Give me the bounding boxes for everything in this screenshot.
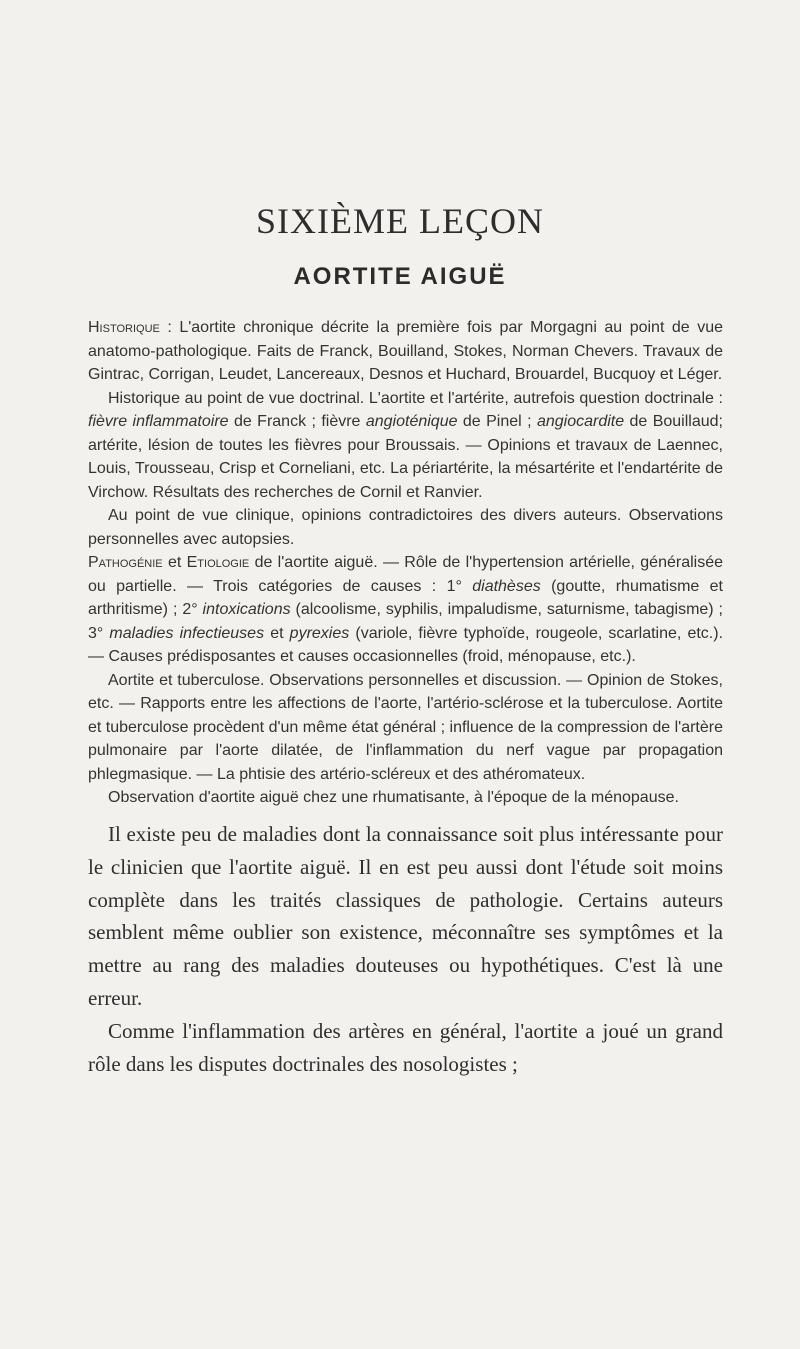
lecon-heading: SIXIÈME LEÇON xyxy=(256,201,544,241)
body-paragraph: Il existe peu de maladies dont la connaissance soit plus intéressante pour le clinicien que l'aortite aiguë. Il en est peu aussi dont l'étude soit moins complète dans les traités classiques de pathologie. Certains auteurs semblent même oublier son existence, méconnaître ses symptômes et la mettre au rang des maladies douteuses ou hypothétiques. C'est là une erreur. xyxy=(88,822,723,1010)
main-text xyxy=(88,818,723,1080)
summary-text: : L'aortite chronique décrite la première fois par Morgagni au point de vue anatomo-pathologique. Faits de Franck, Bouilland, Stokes, Norman Chevers. Travaux de Gintrac, Corrigan, Leudet, Lancereaux, Desnos et Huchard, Brouardel, Bucquoy et Léger. xyxy=(88,319,723,383)
summary-pathogenie xyxy=(88,551,723,669)
summary-text: (variole, fièvre typhoïde, rougeole, scarlatine, etc.). — Causes prédisposantes et causes occasionnelles (froid, ménopause, etc.). xyxy=(88,624,724,665)
summary-observation: Observation d'aortite aiguë chez une rhumatisante, à l'époque de la ménopause. xyxy=(108,789,679,806)
summary-text: et xyxy=(264,624,290,642)
section-lead: Historique xyxy=(88,319,160,336)
summary-text: (alcoolisme, syphilis, impaludisme, saturnisme, tabagisme) ; 3° xyxy=(88,601,723,642)
summary-text: de Bouillaud; artérite, lésion de toutes les fièvres pour Broussais. — Opinions et travaux de Laennec, Louis, Trousseau, Crisp et Corneliani, etc. La périartérite, la mésartérite et l'endartérite de Virchow. Résultats des recherches de Cornil et Ranvier. xyxy=(88,413,723,501)
summary-italic: maladies infectieuses xyxy=(109,624,265,642)
body-paragraph: Comme l'inflammation des artères en général, l'aortite a joué un grand rôle dans les disputes doctrinales des nosologistes ; xyxy=(88,1018,723,1076)
summary-text: de l'aortite aiguë. — Rôle de l'hypertension artérielle, généralisée ou partielle. — Trois catégories de causes : 1° xyxy=(88,554,724,595)
summary-italic: intoxications xyxy=(202,601,291,618)
summary-text: de Pinel ; xyxy=(457,413,537,430)
summary-italic: pyrexies xyxy=(289,624,350,642)
summary-italic: fièvre inflammatoire xyxy=(88,413,229,430)
section-lead: Etiologie xyxy=(186,554,250,571)
summary-clinique: Au point de vue clinique, opinions contradictoires des divers auteurs. Observations personnelles avec autopsies. xyxy=(88,507,723,548)
chapter-title: AORTITE AIGUË xyxy=(293,263,507,290)
summary-doctrinal xyxy=(88,387,723,505)
summary-tuberculose: Aortite et tuberculose. Observations personnelles et discussion. — Opinion de Stokes, etc. — Rapports entre les affections de l'aorte, l'artério-sclérose et la tuberculose. Aortite et tuberculose procèdent d'un même état général ; influence de la compression de l'artère pulmonaire par l'aorte dilatée, de l'inflammation du nerf vague par propagation phlegmasique. — La phtisie des artério-scléreux et des athéromateux. xyxy=(88,671,723,783)
summary-historique xyxy=(88,316,723,387)
summary-italic: angiocardite xyxy=(536,413,625,430)
summary-text: Historique au point de vue doctrinal. L'aortite et l'artérite, autrefois question doctrinale : xyxy=(108,389,723,407)
summary-text: et xyxy=(162,554,187,571)
chapter-summary xyxy=(88,316,723,810)
section-lead: Pathogénie xyxy=(88,554,163,571)
summary-text: (goutte, rhumatisme et arthritisme) ; 2° xyxy=(88,577,723,618)
summary-text: de Franck ; fièvre xyxy=(228,413,366,430)
summary-italic: diathèses xyxy=(472,577,541,595)
summary-italic: angioténique xyxy=(365,413,458,430)
